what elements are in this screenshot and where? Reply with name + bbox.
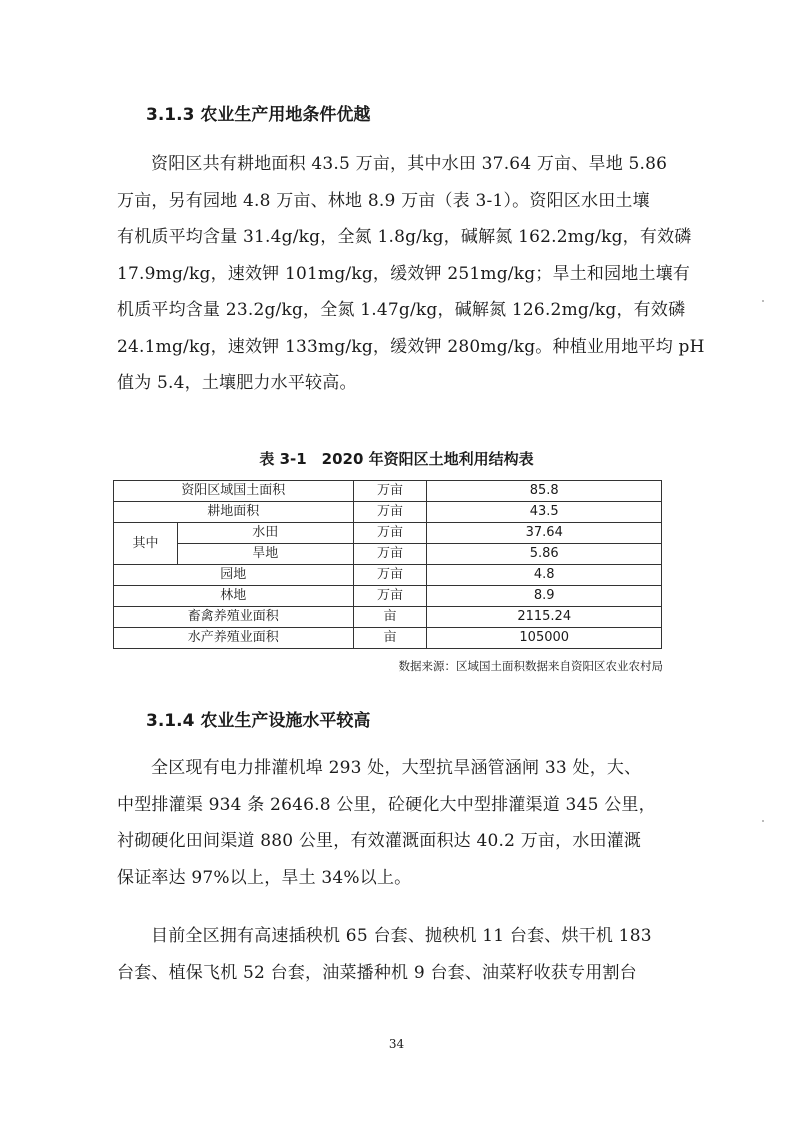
section-heading-314: 3.1.4 农业生产设施水平较高 [146,711,371,731]
land-use-table [113,480,662,649]
table-cell-item: 畜禽养殖业面积 [114,607,354,628]
table-source-note: 数据来源：区域国土面积数据来自资阳区农业农村局 [398,659,663,673]
paragraph-line: 万亩，另有园地 4.8 万亩、林地 8.9 万亩（表 3-1）。资阳区水田土壤 [117,190,650,211]
table-cell-item: 耕地面积 [114,502,354,523]
paragraph-line: 机质平均含量 23.2g/kg，全氮 1.47g/kg，碱解氮 126.2mg/kg，有效磷 [117,300,686,320]
table-cell-unit: 万亩 [353,481,427,502]
table-cell-unit: 万亩 [353,544,427,565]
table-cell-value: 105000 [427,628,662,649]
table-cell-item: 资阳区域国土面积 [114,481,354,502]
table-cell-value: 2115.24 [427,607,662,628]
table-cell-value: 37.64 [427,523,662,544]
table-cell-group: 其中 [114,523,178,565]
page-number: 34 [388,1037,405,1051]
table-cell-value: 43.5 [427,502,662,523]
table-row [114,481,662,502]
table-row [114,544,662,565]
scan-speck [762,300,764,302]
paragraph-machinery [117,918,677,991]
table-cell-item: 林地 [114,586,354,607]
table-row [114,628,662,649]
paragraph-line: 全区现有电力排灌机埠 293 处，大型抗旱涵管涵闸 33 处，大、 [151,758,642,778]
table-row [114,586,662,607]
table-cell-item: 水田 [177,523,353,544]
table-cell-value: 5.86 [427,544,662,565]
paragraph-line: 有机质平均含量 31.4g/kg，全氮 1.8g/kg，碱解氮 162.2mg/kg，有效磷 [117,227,692,247]
table-cell-value: 8.9 [427,586,662,607]
paragraph-irrigation [117,750,677,896]
paragraph-line: 17.9mg/kg，速效钾 101mg/kg，缓效钾 251mg/kg；旱土和园地土壤有 [117,263,691,284]
table-cell-unit: 亩 [353,607,427,628]
paragraph-land-conditions [117,146,705,402]
table-cell-unit: 万亩 [353,586,427,607]
paragraph-line: 中型排灌渠 934 条 2646.8 公里，砼硬化大中型排灌渠道 345 公里， [117,794,656,815]
table-cell-item: 水产养殖业面积 [114,628,354,649]
table-cell-unit: 万亩 [353,523,427,544]
scan-speck [762,820,764,822]
table-row [114,523,662,544]
table-cell-item: 旱地 [177,544,353,565]
paragraph-line: 台套、植保飞机 52 台套，油菜播种机 9 台套、油菜籽收获专用割台 [117,962,637,983]
table-row [114,502,662,523]
table-cell-unit: 万亩 [353,502,427,523]
paragraph-line: 值为 5.4，土壤肥力水平较高。 [117,373,357,393]
paragraph-line: 24.1mg/kg，速效钾 133mg/kg，缓效钾 280mg/kg。种植业用地平均 pH [117,336,705,357]
table-cell-unit: 亩 [353,628,427,649]
table-cell-value: 85.8 [427,481,662,502]
table-cell-value: 4.8 [427,565,662,586]
table-row [114,607,662,628]
paragraph-line: 衬砌硬化田间渠道 880 公里，有效灌溉面积达 40.2 万亩，水田灌溉 [117,831,642,851]
table-cell-item: 园地 [114,565,354,586]
section-heading-313: 3.1.3 农业生产用地条件优越 [146,105,371,125]
table-cell-unit: 万亩 [353,565,427,586]
table-caption: 表 3-1 2020 年资阳区土地利用结构表 [259,450,534,468]
table-row [114,565,662,586]
paragraph-line: 保证率达 97%以上，旱土 34%以上。 [117,867,412,888]
paragraph-line: 资阳区共有耕地面积 43.5 万亩，其中水田 37.64 万亩、旱地 5.86 [151,154,668,174]
paragraph-line: 目前全区拥有高速插秧机 65 台套、抛秧机 11 台套、烘干机 183 [151,926,652,946]
